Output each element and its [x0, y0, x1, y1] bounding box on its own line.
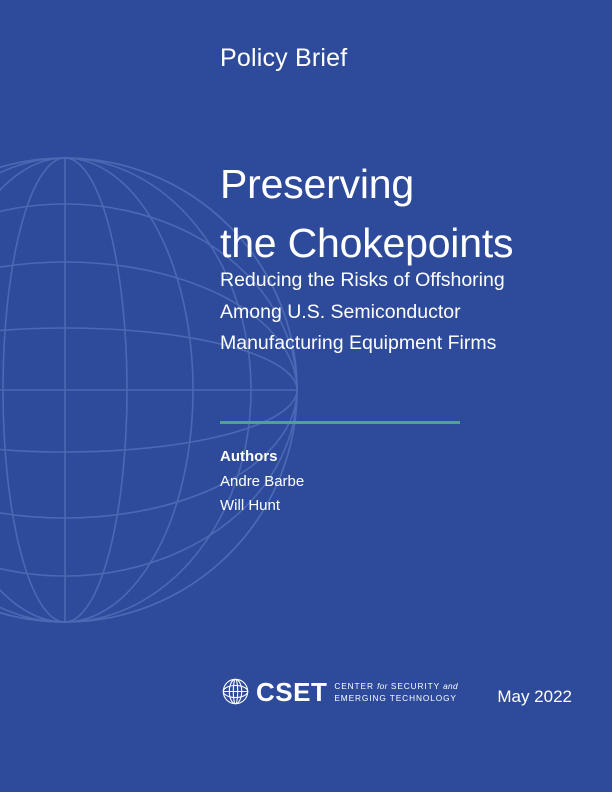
subtitle-line: Reducing the Risks of Offshoring	[220, 269, 505, 291]
cset-tagline	[334, 679, 458, 703]
divider-rule	[220, 421, 460, 424]
tagline-for: for	[377, 681, 388, 692]
page-title	[220, 155, 570, 271]
title-line: the Chokepoints	[220, 219, 514, 266]
tagline-security: SECURITY	[390, 681, 440, 692]
cset-wordmark: CSET	[256, 676, 328, 707]
title-line: Preserving	[220, 161, 414, 208]
authors-heading: Authors	[220, 448, 278, 465]
cover-content	[220, 0, 580, 792]
publication-date: May 2022	[497, 687, 572, 706]
globe-logo-icon	[222, 678, 249, 705]
subtitle-line: Manufacturing Equipment Firms	[220, 332, 497, 355]
document-kicker: Policy Brief	[220, 44, 348, 72]
cset-logo	[222, 678, 458, 705]
subtitle-line: Among U.S. Semiconductor	[220, 300, 461, 323]
author-name: Will Hunt	[220, 497, 281, 514]
tagline-emerging-technology: EMERGING TECHNOLOGY	[334, 692, 457, 703]
tagline-and: and	[443, 681, 458, 692]
tagline-center: CENTER	[334, 681, 374, 692]
author-name: Andre Barbe	[220, 473, 305, 490]
page-subtitle	[220, 265, 570, 360]
